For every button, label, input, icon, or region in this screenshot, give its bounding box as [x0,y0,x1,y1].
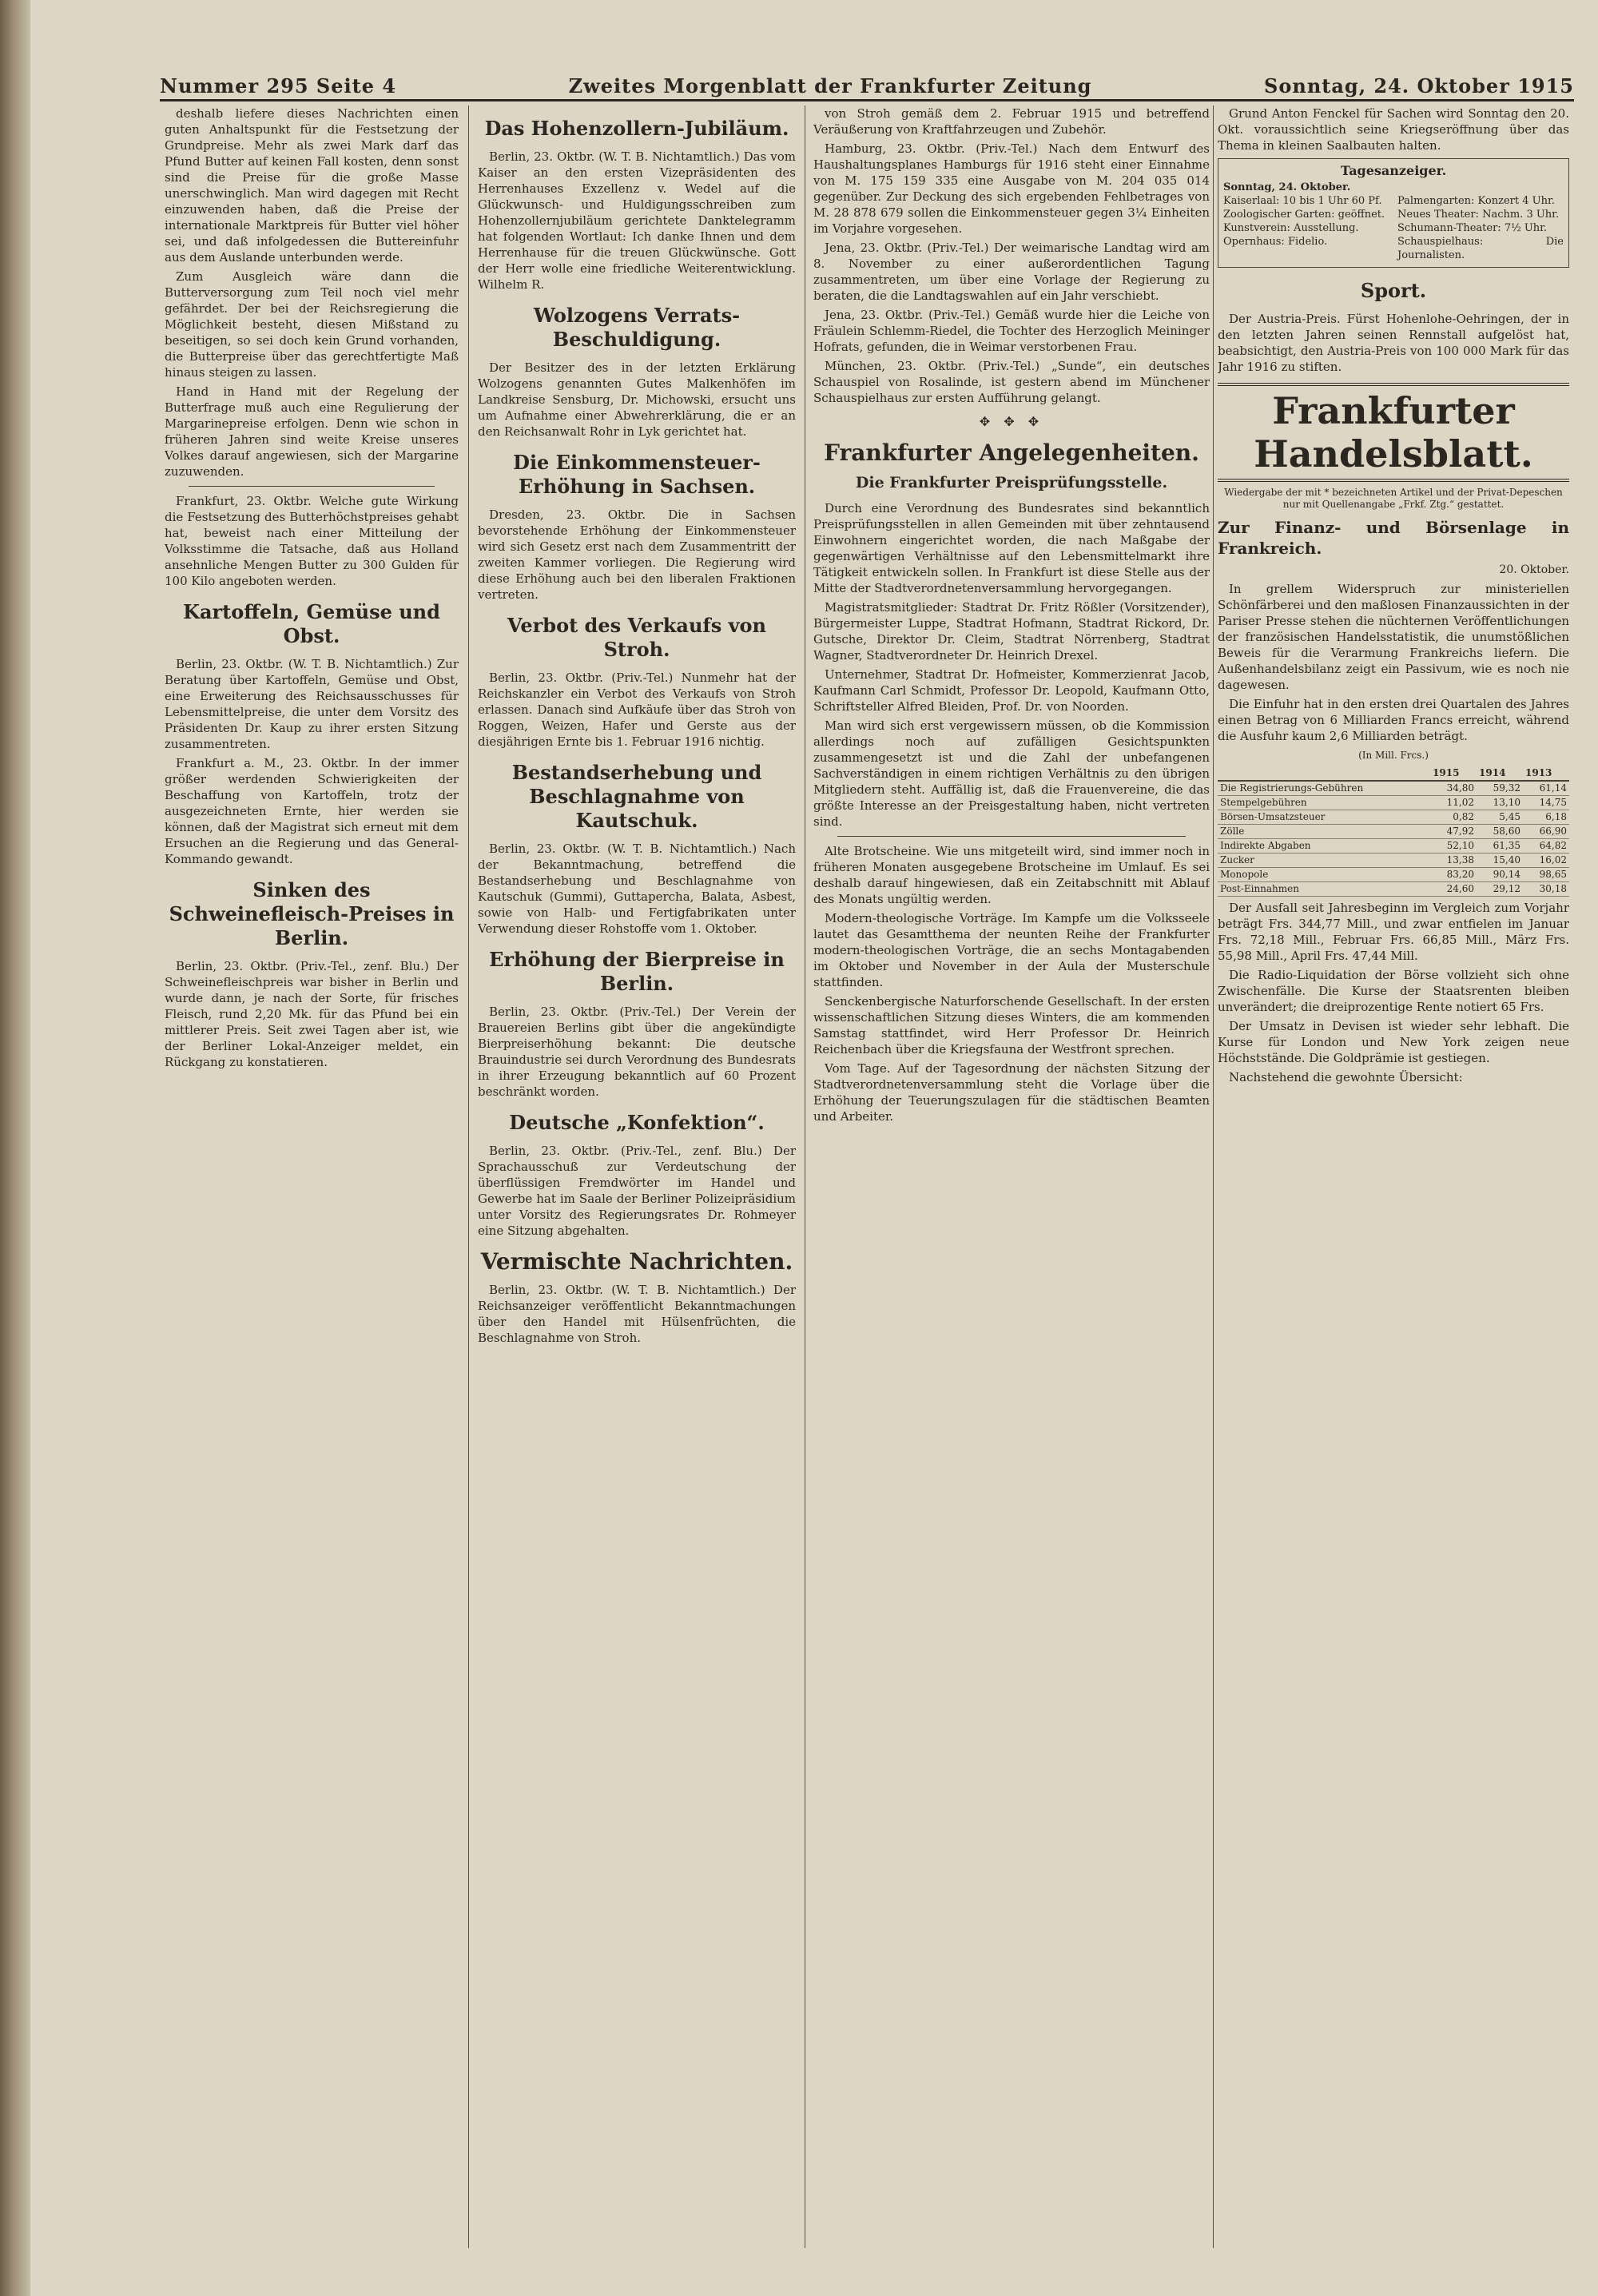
table-cell: 5,45 [1477,810,1523,825]
table-cell: 13,38 [1430,854,1477,868]
table-cell: 34,80 [1430,781,1477,796]
header-rule [160,99,1574,101]
headline-hohenzollern: Das Hohenzollern-Jubiläum. [484,117,789,140]
page-header [160,66,1574,97]
article-paragraph: Vom Tage. Auf der Tagesordnung der nächsten Sitzung der Stadtverordnetenversammlung steht die Vorlage über die Erhöhung der Teuerungszulagen für die städtischen Beamten und Arbeiter. [813,1061,1210,1124]
listing-item: Palmengarten: Konzert 4 Uhr. [1397,195,1555,207]
table-cell: 14,75 [1523,796,1569,810]
issue-date: Sonntag, 24. Oktober 1915 [1264,74,1574,97]
listing-item: Kaiserlaal: 10 bis 1 Uhr 60 Pf. [1223,195,1382,207]
column-rule [1213,105,1214,2248]
divider [837,836,1186,837]
table-cell: 6,18 [1523,810,1569,825]
table-cell: 47,92 [1430,825,1477,839]
listing-item: Schauspielhaus: Die Journalisten. [1397,236,1564,261]
article-paragraph: Hand in Hand mit der Regelung der Butterfrage muß auch eine Regulierung der Margarinepreise erfolgen. Denn wie schon in früheren Jahren sind weite Kreise unseres Volkes darauf angewiesen, sich der Margarine zuzuwenden. [165,384,459,479]
article-paragraph: Unternehmer, Stadtrat Dr. Hofmeister, Kommerzienrat Jacob, Kaufmann Carl Schmidt, Professor Dr. Leopold, Kaufmann Otto, Schriftsteller Alfred Bleiden, Prof. Dr. von Noorden. [813,667,1210,714]
table-cell: 90,14 [1477,868,1523,882]
handelsblatt-notice: Wiedergabe der mit * bezeichneten Artikel und der Privat-Depeschen nur mit Quellenangabe „Frkf. Ztg.“ gestattet. [1224,487,1563,510]
table-cell: 61,14 [1523,781,1569,796]
table-cell: 30,18 [1523,882,1569,897]
column-1 [165,105,459,2256]
headline-frankfurter-angelegenheiten: Frankfurter Angelegenheiten. [824,440,1199,466]
article-paragraph: München, 23. Oktbr. (Priv.-Tel.) „Sunde“, ein deutsches Schauspiel von Rosalinde, ist gestern abend im Münchener Schauspielhaus zur ersten Aufführung gelangt. [813,359,1210,405]
article-paragraph: Modern-theologische Vorträge. Im Kampfe um die Volksseele lautet das Gesamtthema der neunten Reihe der Frankfurter modern-theologischen Vorträge, die an sechs Montagabenden im Oktober und November in der Aula der Musterschule stattfinden. [813,911,1210,989]
listing-item: Zoologischer Garten: geöffnet. [1223,209,1385,221]
table-row [1218,781,1569,796]
table-caption: (In Mill. Frcs.) [1358,750,1429,761]
article-paragraph: Jena, 23. Oktbr. (Priv.-Tel.) Gemäß wurde hier die Leiche von Fräulein Schlemm-Riedel, die Tochter des Herzoglich Meininger Hofrats, gefunden, die in Weimar verstorbenen Frau. [813,308,1210,354]
dateline: 20. Oktober. [1499,563,1569,576]
table-cell: Die Registrierungs-Gebühren [1218,781,1430,796]
table-row [1218,810,1569,825]
table-cell: 83,20 [1430,868,1477,882]
article-paragraph: Zum Ausgleich wäre dann die Butterversorgung zum Teil noch viel mehr gefährdet. Der bei der Reichsregierung die Möglichkeit besteht, diesen Mißstand zu beseitigen, so sei doch kein Grund vorhanden, die Butterpreise über das gerechtfertigte Maß hinaus steigen zu lassen. [165,269,459,380]
article-paragraph: Nachstehend die gewohnte Übersicht: [1229,1070,1463,1084]
masthead: Zweites Morgenblatt der Frankfurter Zeitung [568,74,1092,97]
handelsblatt-title: Frankfurter Handelsblatt. [1218,383,1569,482]
table-cell: 66,90 [1523,825,1569,839]
headline-einkommensteuer: Die Einkommensteuer-Erhöhung in Sachsen. [513,451,761,498]
article-paragraph: Senckenbergische Naturforschende Gesellschaft. In der ersten wissenschaftlichen Sitzung dieses Winters, die am kommenden Samstag stattfindet, wird Herr Professor Dr. Heinrich Reichenbach über die Kriegsfauna der Westfront sprechen. [813,994,1210,1056]
table-cell: 16,02 [1523,854,1569,868]
ornament-divider: ✥ ✥ ✥ [979,414,1044,429]
book-binding [0,0,30,2296]
article-paragraph: Der Besitzer des in der letzten Erklärung Wolzogens genannten Gutes Malkenhöfen im Landkreise Sensburg, Dr. Michowski, ersucht uns um Aufnahme einer Abwehrerklärung, die er an den Reichsanwalt Rohr in Lyk gerichtet hat. [478,360,796,439]
article-paragraph: Alte Brotscheine. Wie uns mitgeteilt wird, sind immer noch in früheren Monaten ausgegebene Brotscheine im Umlauf. Es sei deshalb darauf hingewiesen, daß ein Zeitabschnitt mit Ablauf des Monats ungültig werden. [813,844,1210,906]
listing-item: Neues Theater: Nachm. 3 Uhr. [1397,209,1560,221]
table-cell: 13,10 [1477,796,1523,810]
headline-bierpreise: Erhöhung der Bierpreise in Berlin. [489,948,785,995]
article-paragraph: Berlin, 23. Oktbr. (Priv.-Tel.) Nunmehr hat der Reichskanzler ein Verbot des Verkaufs von Stroh erlassen. Danach sind Aufkäufe über das Stroh von Roggen, Weizen, Hafer und Gerste aus der diesjährigen Ernte bis 1. Februar 1916 nichtig. [478,670,796,749]
column-2 [478,105,796,2256]
article-paragraph: Berlin, 23. Oktbr. (Priv.-Tel., zenf. Blu.) Der Sprachausschuß zur Verdeutschung der überflüssigen Fremdwörter im Handel und Gewerbe hat im Saale der Berliner Polizeipräsidium unter Vorsitz des Regierungsrates Dr. Rohmeyer eine Sitzung abgehalten. [478,1144,796,1238]
revenue-table [1218,766,1569,897]
table-cell: 58,60 [1477,825,1523,839]
table-row [1218,825,1569,839]
article-paragraph: Berlin, 23. Oktbr. (Priv.-Tel., zenf. Blu.) Der Schweinefleischpreis war bisher in Berlin und wurde dann, je nach der Sorte, für frisches Fleisch, rund 2,20 Mk. für das Pfund bei ein mittlerer Preis. Seit zwei Tagen aber ist, wie der Berliner Lokal-Anzeiger meldet, ein Rückgang zu konstatieren. [165,959,459,1069]
table-row [1218,868,1569,882]
box-date: Sonntag, 24. Oktober. [1223,181,1351,193]
article-paragraph: Der Austria-Preis. Fürst Hohenlohe-Oehringen, der in den letzten Jahren seinen Rennstall aufgelöst hat, beabsichtigt, den Austria-Preis von 100 000 Mark für das Jahr 1916 zu stiften. [1218,312,1569,374]
divider [189,486,435,487]
article-paragraph: Berlin, 23. Oktbr. (W. T. B. Nichtamtlich.) Der Reichsanzeiger veröffentlicht Bekanntmachungen über den Handel mit Hülsenfrüchten, die Beschlagnahme von Stroh. [478,1283,796,1345]
table-cell: 61,35 [1477,839,1523,854]
table-cell: 24,60 [1430,882,1477,897]
table-cell: 98,65 [1523,868,1569,882]
table-cell: 64,82 [1523,839,1569,854]
table-cell: 52,10 [1430,839,1477,854]
article-paragraph: Dresden, 23. Oktbr. Die in Sachsen bevorstehende Erhöhung der Einkommensteuer wird sich Gesetz erst nach dem Zusammentritt der zweiten Kammer vorliegen. Die Regierung wird diese Erhöhung auch bei den liberalen Fraktionen vertreten. [478,507,796,602]
article-paragraph: Hamburg, 23. Oktbr. (Priv.-Tel.) Nach dem Entwurf des Haushaltungsplanes Hamburgs für 1916 steht einer Einnahme von M. 175 159 335 eine Ausgabe von M. 204 035 014 gegenüber. Zur Deckung des sich ergebenden Fehlbetrages von M. 28 878 679 sollen die Einkommensteuer gegen 3¼ Einheiten im Vorjahre vorgesehen. [813,141,1210,236]
table-cell: Indirekte Abgaben [1218,839,1430,854]
table-header [1218,766,1430,781]
listing-item: Schumann-Theater: 7½ Uhr. [1397,222,1548,234]
article-paragraph: Jena, 23. Oktbr. (Priv.-Tel.) Der weimarische Landtag wird am 8. November zu einer außerordentlichen Tagung zusammentreten, um über eine Vorlage der Regierung zu beraten, die die Landtagswahlen auf ein Jahr verschiebt. [813,241,1210,303]
column-rule [468,105,469,2248]
table-cell: Börsen-Umsatzsteuer [1218,810,1430,825]
article-paragraph: In grellem Widerspruch zur ministeriellen Schönfärberei und den maßlosen Finanzaussichten in der Pariser Presse stehen die nüchternen Veröffentlichungen der französischen Handelsstatistik, die unumstößlichen Beweis für die Verarmung Frankreichs liefern. Die Außenhandelsbilanz zeigt ein Passivum, wie es noch nie dagewesen. [1218,582,1569,692]
article-paragraph: Der Umsatz in Devisen ist wieder sehr lebhaft. Die Kurse für London und New York zeigen neue Höchststände. Die Goldprämie ist gestiegen. [1218,1019,1569,1065]
article-paragraph: Der Ausfall seit Jahresbeginn im Vergleich zum Vorjahr beträgt Frs. 344,77 Mill., und zwar entfielen im Januar Frs. 72,18 Mill., Februar Frs. 66,85 Mill., März Frs. 55,98 Mill., April Frs. 47,44 Mill. [1218,901,1569,963]
article-paragraph: Die Radio-Liquidation der Börse vollzieht sich ohne Zwischenfälle. Die Kurse der Staatsrenten bleiben unverändert; die dreiprozentige Rente notiert 65 Frs. [1218,968,1569,1014]
headline-schweinefleisch: Sinken des Schweinefleisch-Preises in Berlin. [169,878,455,949]
article-paragraph: Frankfurt, 23. Oktbr. Welche gute Wirkung die Festsetzung des Butterhöchstpreises gehabt hat, beweist nach einer Mitteilung der Volksstimme die Tatsache, daß aus Holland ansehnliche Mengen Butter zu 300 Gulden für 100 Kilo angeboten werden. [165,494,459,588]
headline-kautschuk: Bestandserhebung und Beschlagnahme von Kautschuk. [511,761,762,832]
headline-finanzlage: Zur Finanz- und Börsenlage in Frankreich. [1218,518,1569,558]
headline-wolzogen: Wolzogens Verrats-Beschuldigung. [533,304,741,351]
article-paragraph: Grund Anton Fenckel für Sachen wird Sonntag den 20. Okt. voraussichtlich seine Kriegseröffnung über das Thema in kleinen Saalbauten halten. [1218,106,1569,153]
page-number: Nummer 295 Seite 4 [160,74,397,97]
headline-sport: Sport. [1360,279,1427,302]
headline-vermischte: Vermischte Nachrichten. [480,1248,793,1275]
table-cell: 11,02 [1430,796,1477,810]
table-header: 1915 [1430,766,1477,781]
column-4 [1218,105,1569,2256]
listing-item: Opernhaus: Fidelio. [1223,236,1328,248]
article-paragraph: Magistratsmitglieder: Stadtrat Dr. Fritz Rößler (Vorsitzender), Bürgermeister Luppe, Stadtrat Hofmann, Stadtrat Rickord, Dr. Gutsche, Direktor Dr. Cleim, Stadtrat Nörrenberg, Stadtrat Wagner, Stadtverordneter Dr. Heinrich Drexel. [813,600,1210,663]
table-cell: Zucker [1218,854,1430,868]
table-cell: 59,32 [1477,781,1523,796]
table-cell: 0,82 [1430,810,1477,825]
article-paragraph: deshalb liefere dieses Nachrichten einen guten Anhaltspunkt für die Festsetzung der Grundpreise. Mehr als zwei Mark darf das Pfund Butter auf keinen Fall kosten, denn sonst sind die Preise für die große Masse unerschwinglich. Man wird dagegen mit Recht einzuwenden haben, daß die Preise der internationale Marktpreis für Butter viel höher sei, und daß infolgedessen die Buttereinfuhr aus dem Auslande unterbunden werde. [165,106,459,265]
article-paragraph: Berlin, 23. Oktbr. (Priv.-Tel.) Der Verein der Brauereien Berlins gibt über die angekündigte Bierpreiserhöhung bekannt: Die deutsche Brauindustrie sei durch Verordnung des Bundesrats in ihrer Erzeugung bekanntlich auf 60 Prozent beschränkt worden. [478,1005,796,1099]
listing-item: Kunstverein: Ausstellung. [1223,222,1359,234]
table-cell: Monopole [1218,868,1430,882]
table-row [1218,796,1569,810]
table-row [1218,882,1569,897]
headline-kartoffeln: Kartoffeln, Gemüse und Obst. [183,600,440,647]
subheadline-preispruefungsstelle: Die Frankfurter Preisprüfungsstelle. [855,474,1168,491]
table-cell: 29,12 [1477,882,1523,897]
table-cell: Post-Einnahmen [1218,882,1430,897]
box-title: Tagesanzeiger. [1340,163,1447,178]
article-paragraph: von Stroh gemäß dem 2. Februar 1915 und betreffend Veräußerung von Kraftfahrzeugen und Zubehör. [813,106,1210,137]
headline-stroh: Verbot des Verkaufs von Stroh. [507,614,767,661]
table-cell: Stempelgebühren [1218,796,1430,810]
table-cell: 15,40 [1477,854,1523,868]
table-row [1218,854,1569,868]
article-paragraph: Frankfurt a. M., 23. Oktbr. In der immer größer werdenden Schwierigkeiten der Beschaffung von Kartoffeln, trotz der ausgezeichneten Ernte, hier werden sie können, daß der Magistrat sich erneut mit dem Ersuchen an die Regierung und das General-Kommando gewandt. [165,756,459,866]
article-paragraph: Berlin, 23. Oktbr. (W. T. B. Nichtamtlich.) Nach der Bekanntmachung, betreffend die Bestandserhebung und Beschlagnahme von Kautschuk (Gummi), Guttapercha, Balata, Asbest, sowie von Halb- und Fertigfabrikaten unter Verwendung dieser Rohstoffe vom 1. Oktober. [478,842,796,936]
article-paragraph: Berlin, 23. Oktbr. (W. T. B. Nichtamtlich.) Zur Beratung über Kartoffeln, Gemüse und Obst, eine Erweiterung des Reichsausschusses für Lebensmittelpreise, die unter dem Vorsitz des Präsidenten Dr. Kaup zu ihrer ersten Sitzung zusammentreten. [165,657,459,751]
article-paragraph: Die Einfuhr hat in den ersten drei Quartalen des Jahres einen Betrag von 6 Milliarden Francs erreicht, während die Ausfuhr kaum 2,6 Milliarden beträgt. [1218,697,1569,743]
article-paragraph: Berlin, 23. Oktbr. (W. T. B. Nichtamtlich.) Das vom Kaiser an den ersten Vizepräsidenten des Herrenhauses Exzellenz v. Wedel auf die Glückwunsch- und Huldigungsschreiben zum Hohenzollernjubiläum gerichtete Danktelegramm hat folgenden Wortlaut: Ich danke Ihnen und dem Herrenhause für die treuen Glückwünsche. Gott der Herr wolle eine friedliche Weiterentwicklung. Wilhelm R. [478,149,796,292]
column-3 [813,105,1210,2256]
tagesanzeiger-box [1218,158,1569,268]
headline-konfektion: Deutsche „Konfektion“. [509,1111,765,1134]
table-row [1218,839,1569,854]
table-cell: Zölle [1218,825,1430,839]
article-paragraph: Man wird sich erst vergewissern müssen, ob die Kommission allerdings noch auf zufälligen Gesichtspunkten zusammengesetzt ist und die Zahl der unbefangenen Sachverständigen in einem richtigen Verhältnis zu den übrigen Mitgliedern steht. Auffällig ist, daß die Frauenvereine, die das größte Interesse an der Preisgestaltung haben, nicht vertreten sind. [813,718,1210,829]
article-paragraph: Durch eine Verordnung des Bundesrates sind bekanntlich Preisprüfungsstellen in allen Gemeinden mit über zehntausend Einwohnern eingerichtet worden, die nach Maßgabe der gegenwärtigen Verhältnisse auf den Lebensmittelmarkt ihre Tätigkeit entwickeln sollen. In Frankfurt ist diese Stelle aus der Mitte der Stadtverordnetenversammlung hervorgegangen. [813,501,1210,595]
table-header: 1913 [1523,766,1569,781]
table-header: 1914 [1477,766,1523,781]
